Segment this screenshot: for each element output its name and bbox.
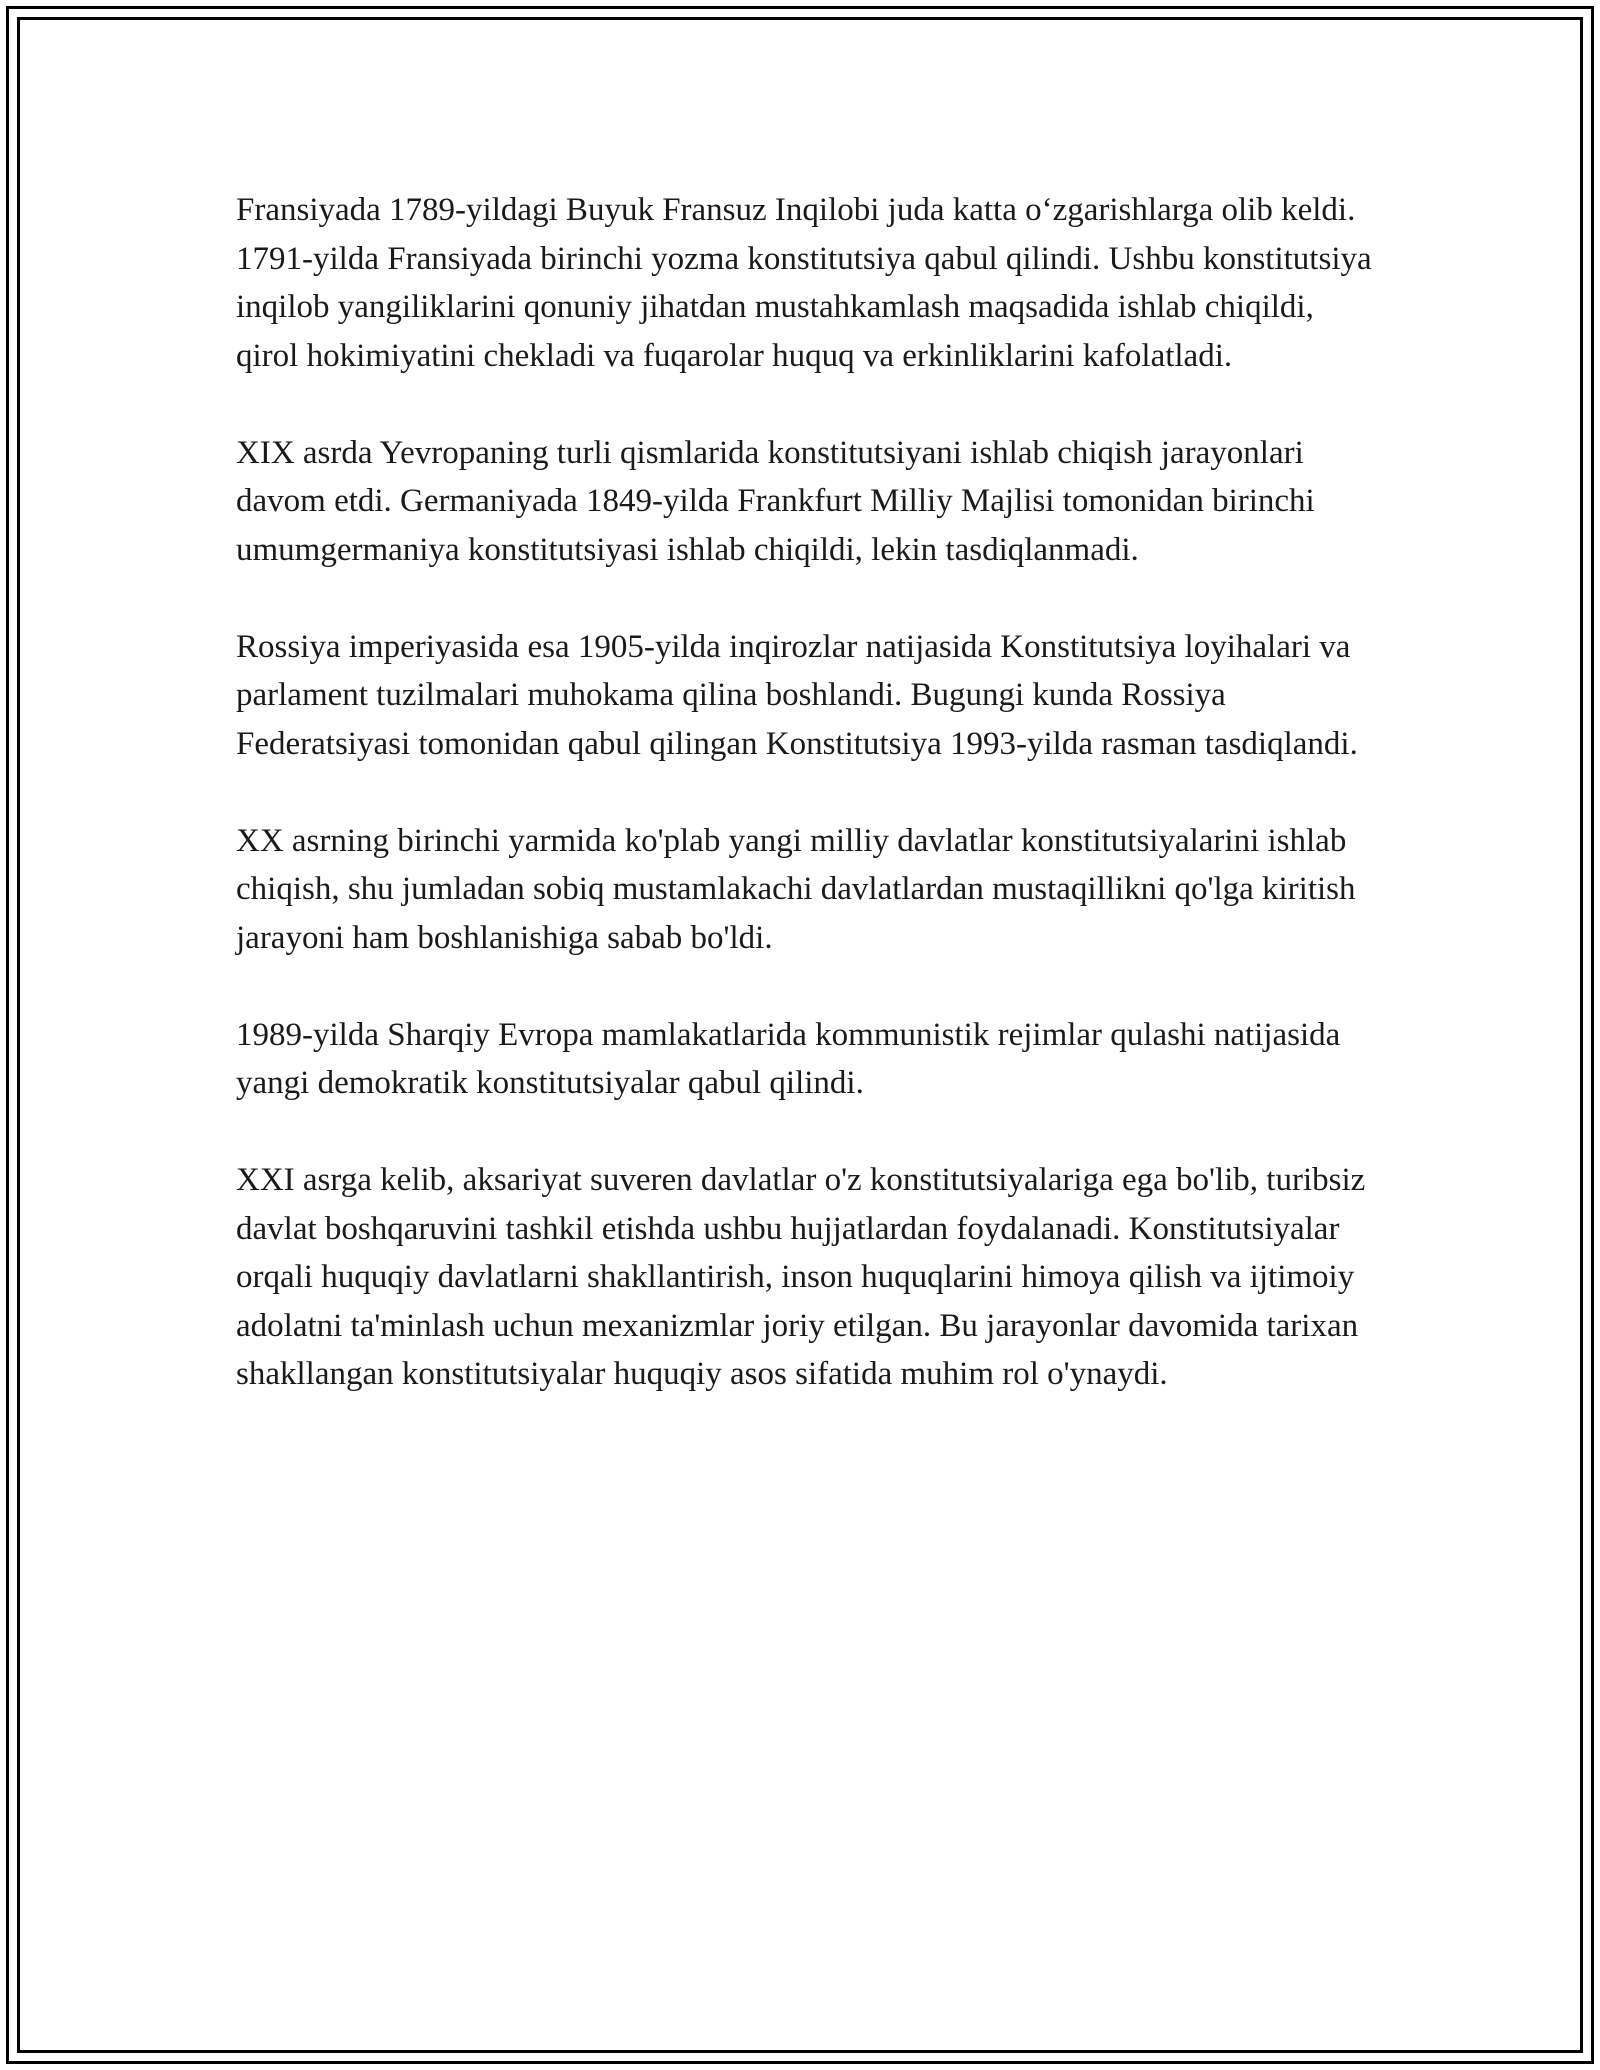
paragraph-russian-empire: Rossiya imperiyasida esa 1905-yilda inqirozlar natijasida Konstitutsiya loyihalari va parlament tuzilmalari muhokama qilina boshlandi. Bugungi kunda Rossiya Federatsiyasi tomonidan qabul qilingan Konstitutsiya 1993-yilda rasman tasdiqlandi.	[236, 628, 1358, 762]
paragraph-19th-century: XIX asrda Yevropaning turli qismlarida konstitutsiyani ishlab chiqish jarayonlari davom etdi. Germaniyada 1849-yilda Frankfurt Milliy Majlisi tomonidan birinchi umumgermaniya konstitutsiyasi ishlab chiqildi, lekin tasdiqlanmadi.	[236, 434, 1315, 568]
paragraph-21st-century: XXI asrga kelib, aksariyat suveren davlatlar o'z konstitutsiyalariga ega bo'lib, turibsiz davlat boshqaruvini tashkil etishda ushbu hujjatlardan foydalanadi. Konstitutsiyalar orqali huquqiy davlatlarni shakllantirish, inson huquqlarini himoya qilish va ijtimoiy adolatni ta'minlash uchun mexanizmlar joriy etilgan. Bu jarayonlar davomida tarixan shakllangan konstitutsiyalar huquqiy asos sifatida muhim rol o'ynaydi.	[236, 1162, 1366, 1392]
paragraph-20th-century: XX asrning birinchi yarmida ko'plab yangi milliy davlatlar konstitutsiyalarini ishlab chiqish, shu jumladan sobiq mustamlakachi davlatlardan mustaqillikni qo'lga kiritish jarayoni ham boshlanishiga sabab bo'ldi.	[236, 822, 1356, 956]
document-body	[236, 186, 1376, 1447]
paragraph-french-revolution: Fransiyada 1789-yildagi Buyuk Fransuz Inqilobi juda katta o‘zgarishlarga olib keldi. 1791-yilda Fransiyada birinchi yozma konstitutsiya qabul qilindi. Ushbu konstitutsiya inqilob yangiliklarini qonuniy jihatdan mustahkamlash maqsadida ishlab chiqildi, qirol hokimiyatini chekladi va fuqarolar huquq va erkinliklarini kafolatladi.	[236, 192, 1372, 374]
paragraph-eastern-europe-1989: 1989-yilda Sharqiy Evropa mamlakatlarida kommunistik rejimlar qulashi natijasida yangi demokratik konstitutsiyalar qabul qilindi.	[236, 1016, 1341, 1101]
